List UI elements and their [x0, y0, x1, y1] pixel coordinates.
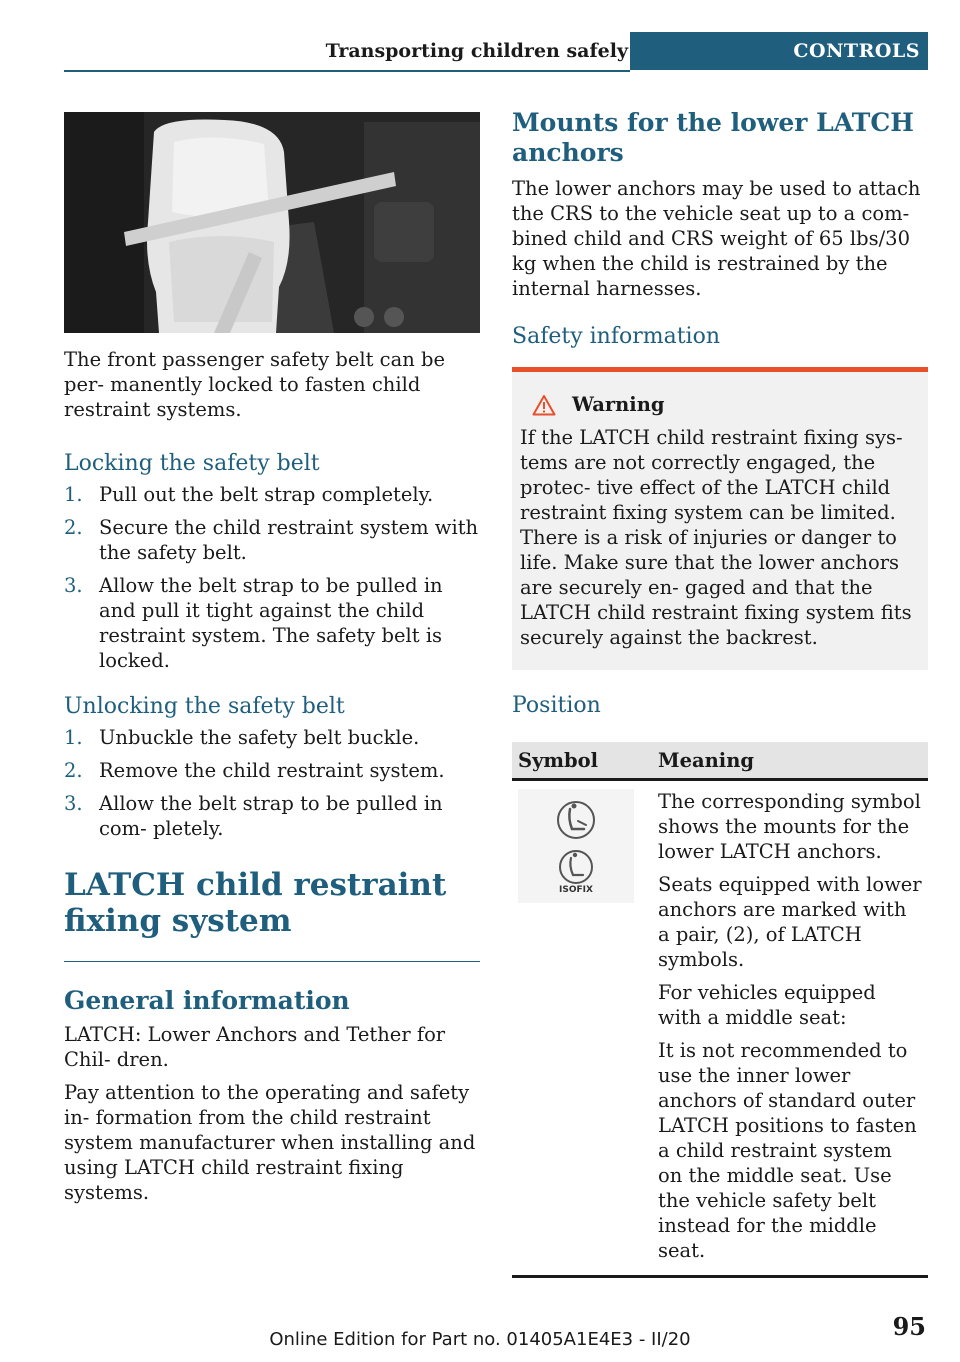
- section-divider: [64, 961, 480, 962]
- latch-heading: LATCH child restraint fixing system: [64, 867, 447, 939]
- list-item: 2. Remove the child restraint system.: [64, 759, 445, 782]
- list-item: 3. Allow the belt strap to be pulled in com- pletely.: [64, 792, 443, 840]
- page-header: [64, 32, 928, 72]
- warning-triangle-icon: [532, 394, 556, 416]
- warning-box: [512, 367, 928, 670]
- symbol-table: [512, 742, 928, 1278]
- isofix-label: ISOFIX: [559, 885, 593, 895]
- meaning-cell: [652, 780, 928, 1277]
- general-info-paragraph: Pay attention to the operating and safety in- formation from the child restraint system manufacturer when installing and using LATCH child restraint fixing systems.: [64, 1081, 476, 1204]
- header-rule: [64, 70, 630, 72]
- left-column: [64, 112, 480, 1205]
- intro-paragraph: The front passenger safety belt can be per- manently locked to fasten child restraint systems.: [64, 348, 446, 421]
- meaning-paragraph: Seats equipped with lower anchors are marked with a pair, (2), of LATCH symbols.: [658, 873, 922, 971]
- meaning-paragraph: The corresponding symbol shows the mounts for the lower LATCH anchors.: [658, 790, 921, 863]
- warning-title: [520, 392, 922, 417]
- warning-label: Warning: [572, 393, 665, 416]
- meaning-paragraph: For vehicles equipped with a middle seat:: [658, 981, 876, 1029]
- list-item: 2. Secure the child restraint system with the safety belt.: [64, 516, 479, 564]
- safety-info-heading: Safety information: [512, 324, 720, 349]
- general-info-heading: General information: [64, 986, 350, 1015]
- list-item: 1. Pull out the belt strap completely.: [64, 483, 434, 506]
- latch-symbols: [518, 789, 634, 903]
- locking-heading: Locking the safety belt: [64, 451, 320, 476]
- meaning-paragraph: It is not recommended to use the inner lower anchors of standard outer LATCH positions to fasten a child restraint system on the middle seat. Use the vehicle safety belt instead for the middle seat.: [658, 1039, 917, 1262]
- section-tab: CONTROLS: [630, 32, 928, 70]
- mounts-paragraph: The lower anchors may be used to attach the CRS to the vehicle seat up to a com- bined child and CRS weight of 65 lbs/30 kg when the child is restrained by the internal harnesses.: [512, 177, 921, 300]
- col-header-symbol: Symbol: [512, 742, 652, 780]
- edition-footer: Online Edition for Part no. 01405A1E4E3 - II/20: [269, 1329, 691, 1350]
- position-heading: Position: [512, 693, 601, 718]
- locking-steps: [64, 482, 480, 673]
- warning-text: If the LATCH child restraint fixing sys- tems are not correctly engaged, the protec- tive effect of the LATCH child restraint fixing system can be limited. There is a risk of injuries or danger to life. Make sure that the lower anchors are securely en- gaged and that the LATCH child restraint fixing system fits securely against the backrest.: [520, 426, 912, 649]
- col-header-meaning: Meaning: [652, 742, 928, 780]
- list-item: 1. Unbuckle the safety belt buckle.: [64, 726, 420, 749]
- table-header-row: [512, 742, 928, 780]
- page-number: 95: [892, 1312, 926, 1341]
- right-column: [512, 108, 928, 1278]
- symbol-cell: [512, 780, 652, 1277]
- unlocking-steps: [64, 725, 480, 841]
- table-row: [512, 780, 928, 1277]
- child-seat-illustration: [64, 112, 480, 333]
- child-seat-photo: [64, 112, 480, 333]
- latch-definition: LATCH: Lower Anchors and Tether for Chil- dren.: [64, 1023, 446, 1071]
- list-item: 3. Allow the belt strap to be pulled in and pull it tight against the child restraint system. The safety belt is locked.: [64, 574, 443, 672]
- chapter-title: Transporting children safely: [325, 40, 628, 62]
- unlocking-heading: Unlocking the safety belt: [64, 694, 345, 719]
- mounts-heading: Mounts for the lower LATCH anchors: [512, 108, 914, 167]
